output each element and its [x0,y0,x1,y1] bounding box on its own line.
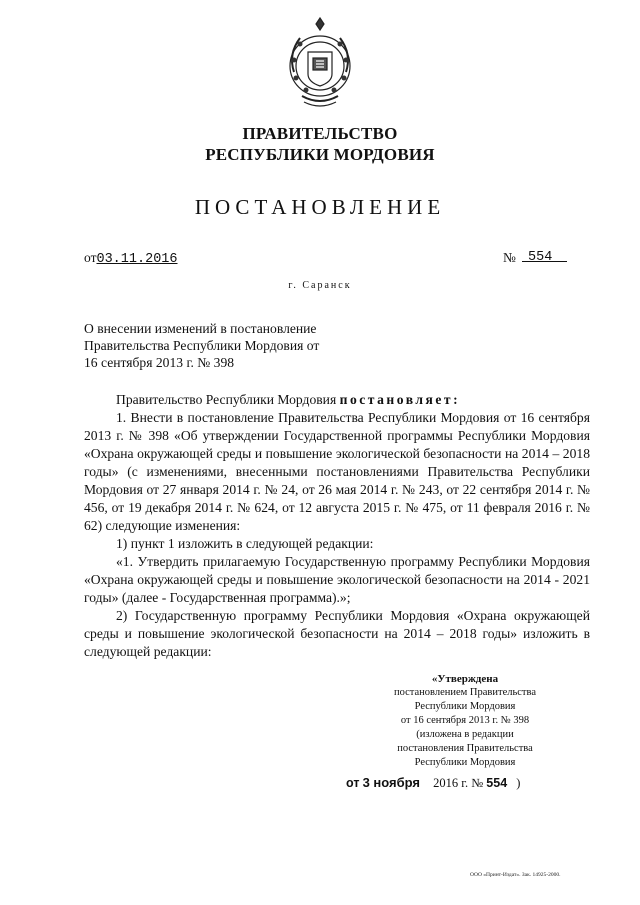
document-number [503,250,567,266]
document-date [84,250,178,267]
subject-line: 16 сентября 2013 г. № 398 [84,355,235,370]
approval-line: Республики Мордовия [414,701,516,712]
body-paragraph: 1. Внести в постановление Правительства Республики Мордовия от 16 сентября 2013 г. № 398 «Об утверждении Государственной программы Республики Мордовия «Охрана окружающей среды и повышение экологической безопасности на 2014 – 2018 годы» (с изменениями, внесенными постановлениями Правительства Республики Мордовия от 27 января 2014 г. № 24, от 26 мая 2014 г. № 243, от 22 сентября 2014 г. № 456, от 19 декабря 2014 г. № 624, от 12 августа 2015 г. № 475, от 11 февраля 2016 г. № 62) следующие изменения: [84,410,590,533]
body-paragraph: 1) пункт 1 изложить в следующей редакции: [116,536,374,551]
approval-stamp [330,672,600,770]
approval-line: от 16 сентября 2013 г. № 398 [400,715,530,726]
document-subject [84,320,374,371]
document-body [84,409,590,661]
body-paragraph: 2) Государственную программу Республики Мордовия «Охрана окружающей среды и повышение экологической безопасности на 2014 – 2018 годы» изложить в следующей редакции: [84,608,590,659]
date-value: 03.11.2016 [96,252,178,267]
approval-line: постановления Правительства [397,743,533,754]
approval-date-prefix: от [346,776,360,790]
subject-line: О внесении изменений в постановление [84,321,317,336]
government-name-line2: РЕСПУБЛИКИ МОРДОВИЯ [205,145,435,164]
printer-imprint: ООО «Принт-Издат». Зак. 14925-2000. [470,872,561,878]
document-type-title: ПОСТАНОВЛЕНИЕ [194,195,446,219]
approval-date [346,775,520,791]
subject-line: Правительства Республики Мордовия от [84,338,320,353]
approval-date-year: 2016 г. № [433,776,484,790]
coat-of-arms-icon [280,14,360,118]
approval-line: «Утверждена [431,673,499,685]
approval-date-handwritten: 3 ноября [362,775,421,790]
preamble-text: Правительство Республики Мордовия [116,392,337,407]
approval-line: постановлением Правительства [393,687,536,698]
date-prefix: от [84,250,97,265]
approval-line: Республики Мордовия [414,757,516,768]
decree-word: постановляет: [339,392,461,407]
city-name: г. Саранск [288,280,352,291]
approval-date-number: 554 [486,776,508,790]
government-name-line1: ПРАВИТЕЛЬСТВО [242,124,398,143]
approval-date-close: ) [516,776,521,790]
number-prefix: № [503,250,516,265]
approval-line: (изложена в редакции [416,729,514,740]
number-value: 554 [528,250,553,265]
preamble [116,391,460,409]
body-paragraph: «1. Утвердить прилагаемую Государственную программу Республики Мордовия «Охрана окружающей среды и повышение экологической безопасности на 2014 - 2021 годы» (далее - Государственная программа).»; [84,554,590,605]
